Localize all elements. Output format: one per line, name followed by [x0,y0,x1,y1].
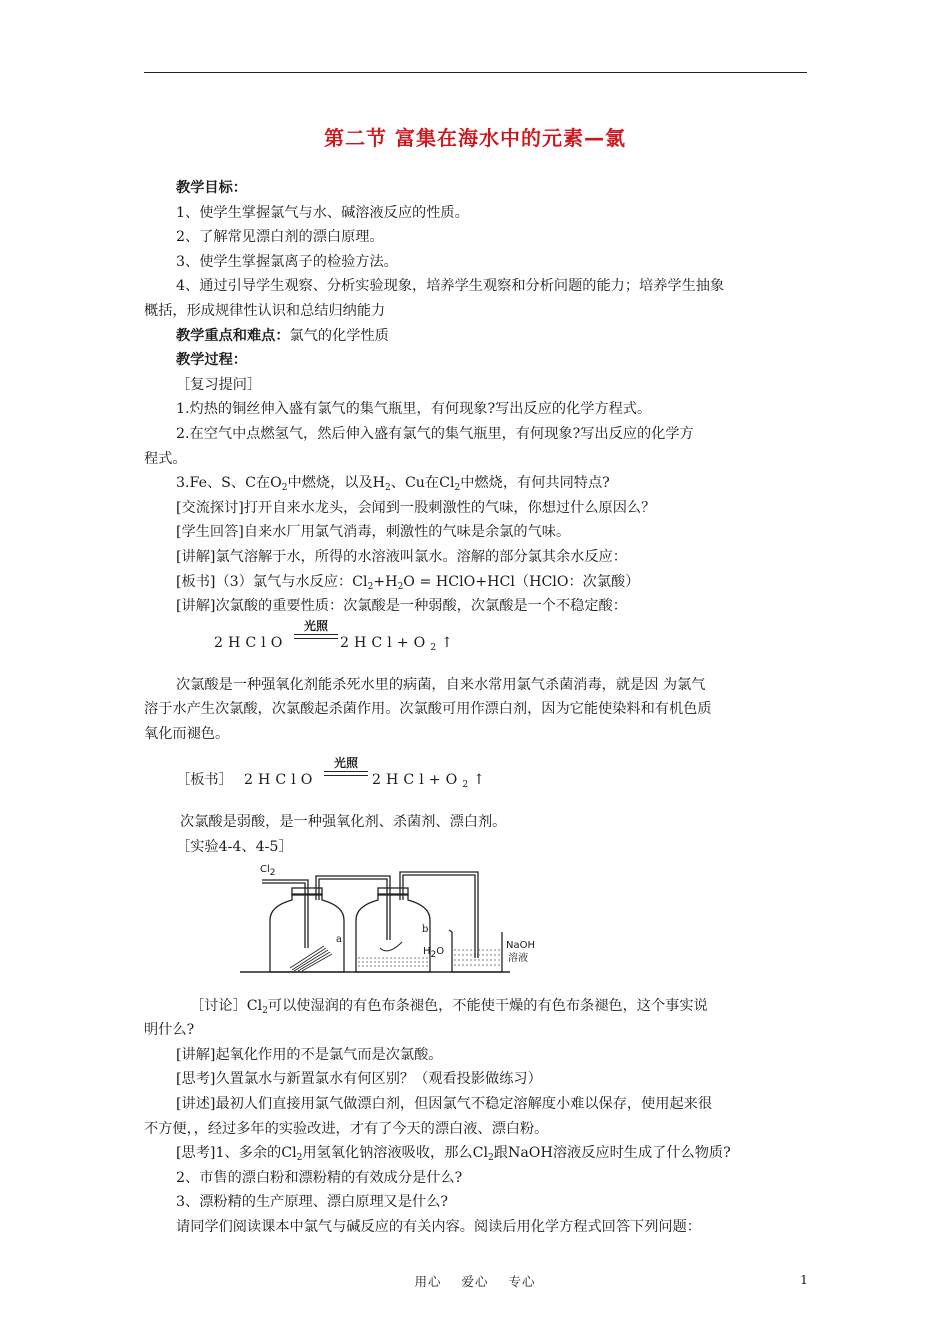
equation-1 [144,619,810,659]
goal-item: 3、使学生掌握氯离子的检验方法。 [176,253,398,270]
equation-left: 2HClO [244,772,318,789]
equals-bar [294,634,338,639]
spacer [144,746,810,756]
question-line: 2、市售的漂白粉和漂粉精的有效成分是什么? [176,1169,463,1186]
equation-right [340,631,458,656]
question-3 [144,471,810,496]
apparatus-drawing [240,860,540,980]
question-1: 1.灼热的铜丝伸入盛有氯气的集气瓶里，有何现象?写出反应的化学方程式。 [176,401,652,418]
h2o-text: O [436,945,445,957]
q3-sub: 2 [281,483,288,494]
think-text: 用氢氧化钠溶液吸收，那么Cl [302,1145,489,1162]
footer-text: 专心 [508,1274,536,1289]
h2o-sub: 2 [430,949,437,960]
condition-text: 光照 [303,618,328,633]
explain-line-3: [讲解]起氧化作用的不是氯气而是次氯酸。 [176,1046,443,1063]
discuss-line [144,994,810,1019]
exchange-line: [交流探讨]打开自来水龙头，会闻到一股刺激性的气味，你想过什么原因么？ [176,499,656,516]
gas-up-arrow-icon: ↑ [441,634,458,651]
reading-instruction-line: 请同学们阅读课本中氯气与碱反应的有关内容。阅读后用化学方程式回答下列问题： [176,1219,701,1235]
experiment-label: ［实验4-4、4-5］ [176,839,293,856]
board-sub: 2 [397,581,404,592]
page-number: 1 [800,1272,808,1287]
explain-line-2: [讲解]次氯酸的重要性质：次氯酸是一种弱酸，次氯酸是一个不稳定酸： [176,598,627,615]
think-line-2 [144,1141,810,1166]
keypoints-heading: 教学重点和难点： [176,327,290,344]
gas-up-arrow-icon: ↑ [473,772,490,789]
spacer [144,659,810,673]
discuss-line-continued: 明什么? [144,1022,195,1039]
footer-text: 用心 [414,1274,442,1289]
q3-text: 、Cu在Cl [390,475,455,492]
goal-item: 4、通过引导学生观察、分析实验现象，培养学生观察和分析问题的能力；培养学生抽象 [176,278,725,295]
keypoints-text: 氯气的化学性质 [289,327,389,344]
hclo-para-line: 氧化而褪色。 [144,725,230,742]
narrate-line: [讲述]最初人们直接用氯气做漂白剂，但因氯气不稳定溶解度小难以保存，使用起来很 [176,1096,713,1113]
hclo-para-line: 次氯酸是一种强氧化剂能杀死水里的病菌，自来水常用氯气杀菌消毒，就是因 为氯气 [176,676,706,693]
narrate-line-continued: 不方便，，经过多年的实验改进，才有了今天的漂白液、漂白粉。 [144,1120,549,1137]
header-rule [144,72,807,73]
goal-item: 2、了解常见漂白剂的漂白原理。 [176,229,384,246]
q3-text: 中燃烧，有何共同特点? [460,475,610,492]
spacer [144,980,810,994]
summary-line: 次氯酸是弱酸，是一种强氧化剂、杀菌剂、漂白剂。 [180,814,507,831]
equation-condition [324,756,368,776]
goal-item-continued: 概括，形成规律性认识和总结归纳能力 [144,302,386,319]
experiment-apparatus-figure [240,860,540,980]
hclo-para-line: 溶于水产生次氯酸，次氯酸起杀菌作用。次氯酸可用作漂白剂，因为它能使染料和有机色质 [144,701,712,718]
footer-text: 爱心 [461,1274,489,1289]
q3-sub: 2 [454,483,461,494]
page-title: 第二节 富集在海水中的元素—氯 [324,126,626,150]
think-line-1: [思考]久置氯水与新置氯水有何区别？（观看投影做练习） [176,1071,542,1088]
equation-right-sub: 2 [430,642,442,653]
equals-bar [324,771,368,776]
equation-left: 2HClO [214,634,288,651]
think-sub: 2 [296,1153,303,1164]
cl2-label [260,864,276,876]
discuss-sub: 2 [262,1005,268,1016]
review-label: ［复习提问］ [176,376,262,393]
condition-text: 光照 [333,756,358,771]
think-text: [思考]1、多余的Cl [176,1145,297,1162]
student-answer-line: [学生回答]自来水厂用氯气消毒，刺激性的气味是余氯的气味。 [176,524,571,541]
think-sub: 2 [488,1153,494,1164]
label-a: a [336,933,342,945]
h2o-text: H [423,945,431,957]
keypoints-line [144,324,810,349]
q3-sub: 2 [385,483,391,494]
equation-right-text: 2HCl+O [340,634,431,651]
cl2-text: Cl [260,863,270,875]
question-2-continued: 程式。 [144,450,187,467]
goals-heading: 教学目标： [176,180,247,196]
board-line-1 [144,570,810,595]
discuss-text: ［讨论］Cl [190,997,263,1014]
label-b: b [422,923,429,935]
naoh-label: NaOH [506,939,535,951]
board-text: O = HClO+HCl（HClO：次氯酸） [403,573,640,590]
board-label-2: ［板书］ [176,772,233,789]
question-2: 2.在空气中点燃氢气，然后伸入盛有氯气的集气瓶里，有何现象?写出反应的化学方 [176,425,694,442]
process-heading: 教学过程： [176,352,247,369]
think-text: 跟NaOH溶液反应时生成了什么物质? [493,1145,731,1162]
equation-2 [144,756,810,796]
cl2-sub: 2 [269,867,276,878]
q3-text: 中燃烧，以及H [287,475,386,492]
question-line: 3、漂粉精的生产原理、漂白原理又是什么? [176,1194,449,1211]
equation-right-text: 2HCl+O [372,772,463,789]
document-body [144,176,810,1240]
equation-condition [294,619,338,639]
board-text: +H [373,573,398,590]
board-sub: 2 [367,581,374,592]
equation-right-sub: 2 [462,780,474,791]
solution-label: 溶液 [508,952,528,964]
explain-line-1: [讲解]氯气溶解于水，所得的水溶液叫氯水。溶解的部分氯其余水反应： [176,548,627,565]
board-text: [板书]（3）氯气与水反应：Cl [176,573,368,590]
h2o-label [423,946,444,958]
spacer [144,796,810,810]
equation-right [372,768,490,793]
goal-item: 1、使学生掌握氯气与水、碱溶液反应的性质。 [176,204,469,221]
discuss-text: 可以使湿润的有色布条褪色，不能使干燥的有色布条褪色，这个事实说 [267,997,708,1014]
q3-text: 3.Fe、S、C在O [176,475,282,492]
